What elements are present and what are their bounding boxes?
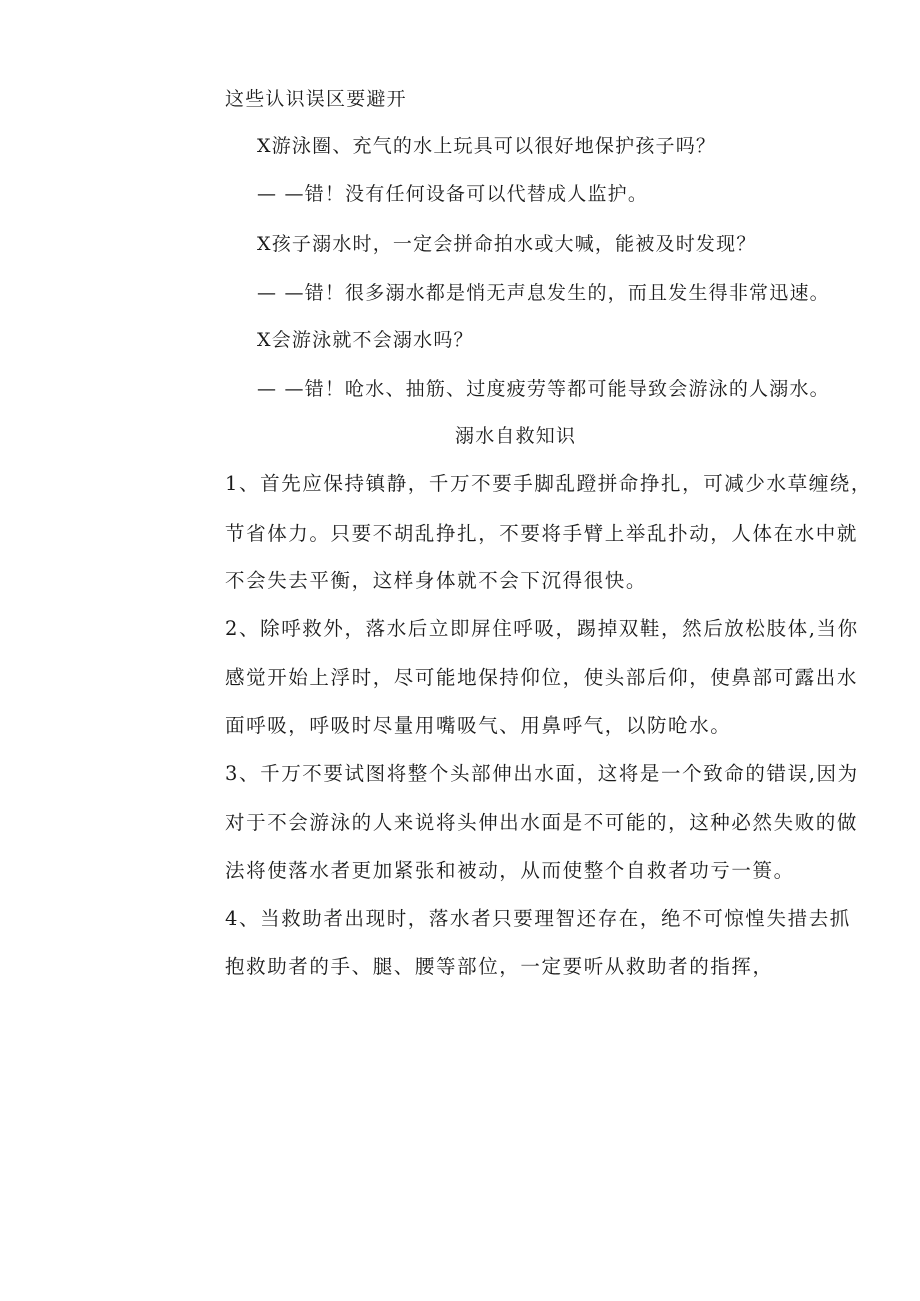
paragraph-line: 抱救助者的手、腿、腰等部位，一定要听从救助者的指挥， — [225, 955, 774, 978]
paragraph-line: 节省体力。只要不胡乱挣扎，不要将手臂上举乱扑动，人体在水中就 — [225, 522, 859, 545]
misconception-question: X游泳圈、充气的水上玩具可以很好地保护孩子吗？ — [257, 135, 717, 157]
misconception-question: X会游泳就不会溺水吗？ — [257, 329, 474, 351]
paragraph-line: 3、千万不要试图将整个头部伸出水面，这将是一个致命的错误,因为 — [225, 762, 859, 785]
paragraph-line: 4、当救助者出现时，落水者只要理智还存在，绝不可惊惶失措去抓 — [225, 907, 851, 930]
paragraph-line: 面呼吸，呼吸时尽量用嘴吸气、用鼻呼气，以防呛水。 — [225, 714, 732, 737]
section-heading: 这些认识误区要避开 — [225, 88, 407, 110]
paragraph-line: 感觉开始上浮时，尽可能地保持仰位，使头部后仰，使鼻部可露出水 — [225, 666, 859, 689]
paragraph-line: 2、除呼救外，落水后立即屏住呼吸，踢掉双鞋，然后放松肢体,当你 — [225, 617, 859, 640]
paragraph-line: 对于不会游泳的人来说将头伸出水面是不可能的，这种必然失败的做 — [225, 811, 859, 834]
misconception-answer: — —错！呛水、抽筋、过度疲劳等都可能导致会游泳的人溺水。 — [257, 378, 830, 400]
misconception-answer: — —错！没有任何设备可以代替成人监护。 — [257, 183, 649, 205]
misconception-question: X孩子溺水时，一定会拼命拍水或大喊，能被及时发现？ — [257, 233, 757, 255]
paragraph-line: 法将使落水者更加紧张和被动，从而使整个自救者功亏一篑。 — [225, 859, 795, 882]
paragraph-line: 1、首先应保持镇静，千万不要手脚乱蹬拼命挣扎，可减少水草缠绕， — [225, 472, 873, 495]
section-title: 溺水自救知识 — [455, 425, 577, 447]
misconception-answer: — —错！很多溺水都是悄无声息发生的，而且发生得非常迅速。 — [257, 282, 830, 304]
paragraph-line: 不会失去平衡，这样身体就不会下沉得很快。 — [225, 569, 648, 592]
